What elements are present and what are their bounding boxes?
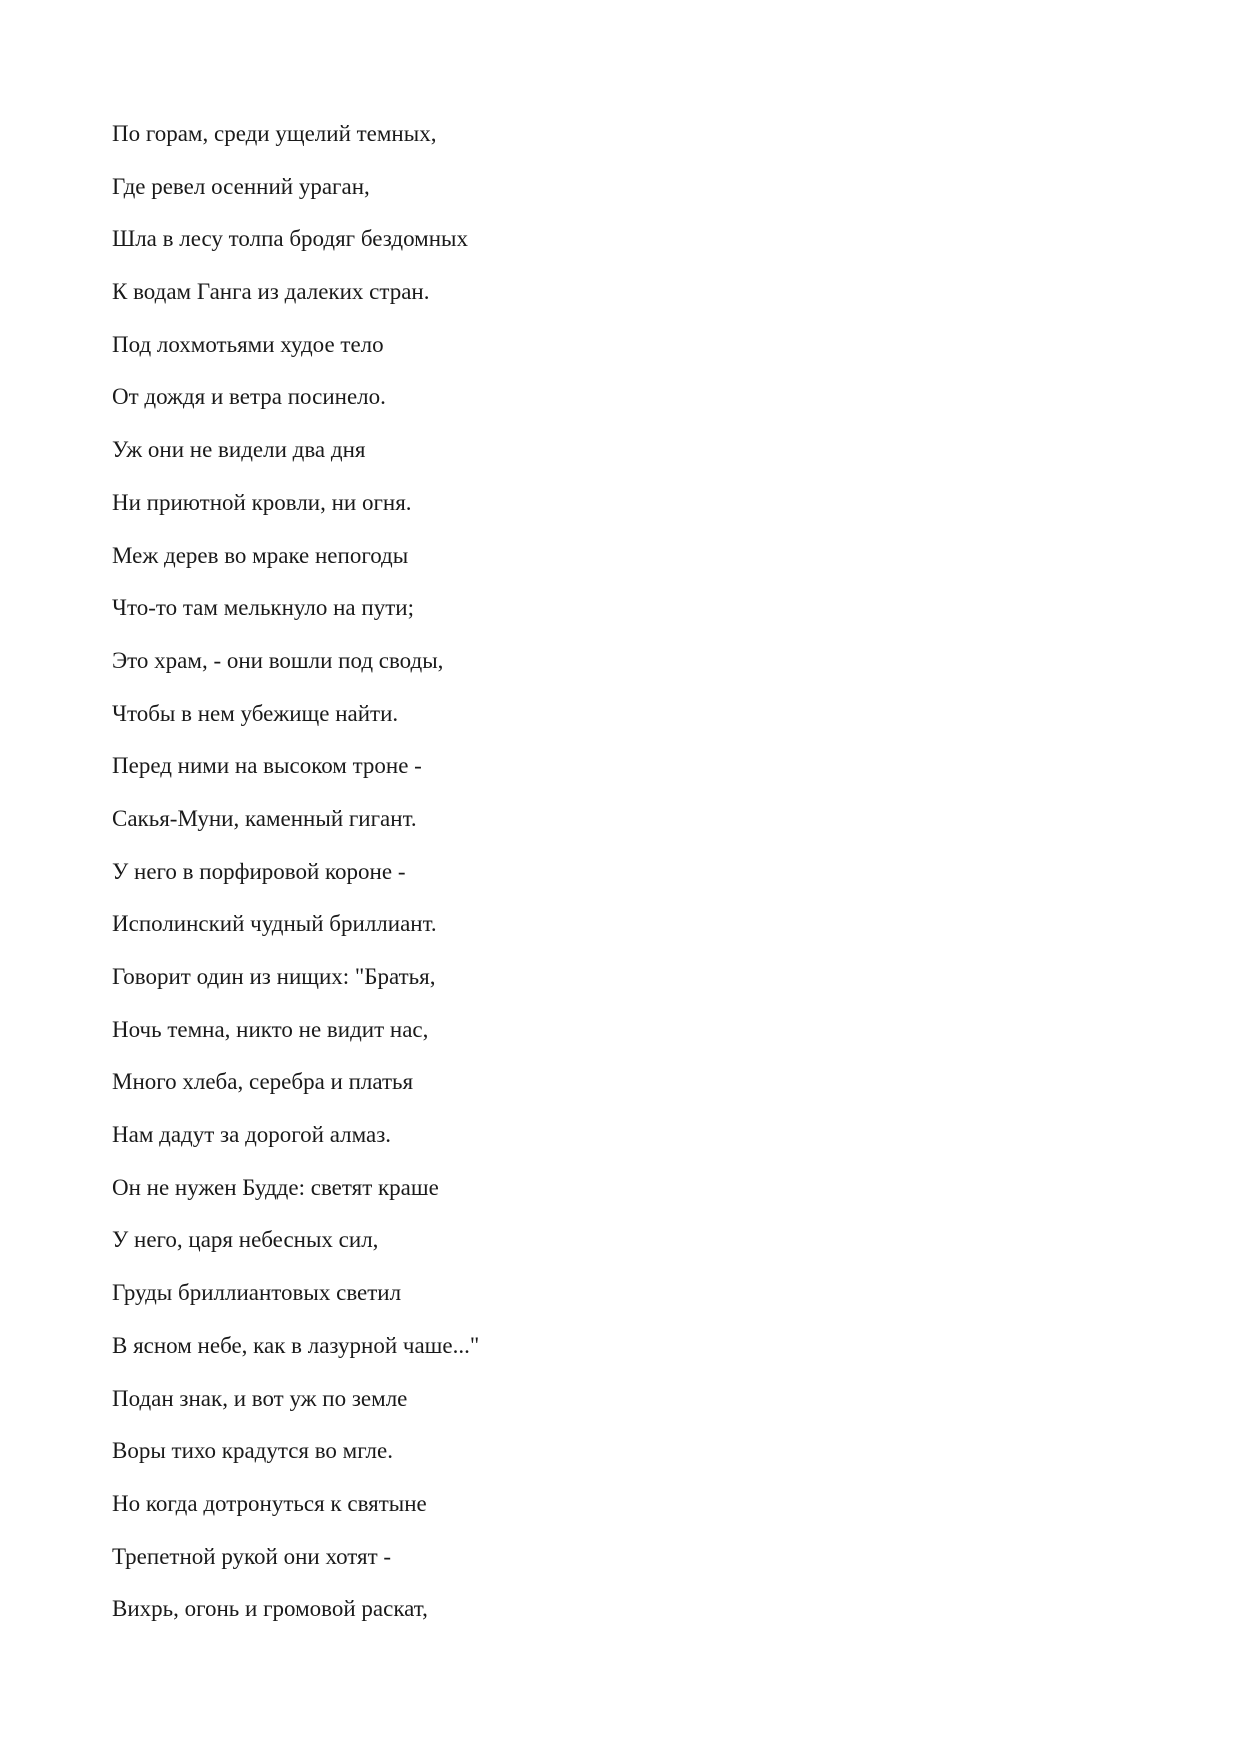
poem-line: От дождя и ветра посинело.: [112, 384, 386, 410]
poem-line: Что-то там мелькнуло на пути;: [112, 595, 414, 621]
poem-line: У него в порфировой короне -: [112, 858, 406, 884]
poem-line: Меж дерев во мраке непогоды: [112, 542, 409, 568]
poem-line: Под лохмотьями худое тело: [112, 331, 384, 357]
poem-line: Перед ними на высоком троне -: [112, 753, 422, 779]
poem-line: Трепетной рукой они хотят -: [112, 1543, 392, 1569]
poem-line: Груды бриллиантовых светил: [112, 1280, 402, 1306]
poem-line: Но когда дотронуться к святыне: [112, 1490, 427, 1516]
poem-line: Говорит один из нищих: "Братья,: [112, 964, 436, 989]
poem-line: Воры тихо крадутся во мгле.: [112, 1438, 393, 1464]
poem-line: Чтобы в нем убежище найти.: [112, 700, 399, 726]
poem-line: Много хлеба, серебра и платья: [112, 1069, 414, 1095]
poem-line: К водам Ганга из далеких стран.: [112, 279, 430, 305]
poem-line: Подан знак, и вот уж по земле: [112, 1385, 408, 1411]
poem-line: Уж они не видели два дня: [112, 437, 366, 463]
poem-line: Исполинский чудный бриллиант.: [112, 911, 437, 937]
poem-line: Сакья-Муни, каменный гигант.: [112, 805, 417, 831]
poem-line: По горам, среди ущелий темных,: [112, 121, 437, 146]
poem-text: [112, 108, 479, 1636]
poem-line: Шла в лесу толпа бродяг бездомных: [112, 226, 468, 252]
poem-line: В ясном небе, как в лазурной чаше...": [112, 1332, 480, 1358]
poem-line: Ни приютной кровли, ни огня.: [112, 489, 412, 515]
poem-line: Вихрь, огонь и громовой раскат,: [112, 1596, 428, 1622]
poem-line: Он не нужен Будде: светят краше: [112, 1174, 439, 1200]
poem-line: Нам дадут за дорогой алмаз.: [112, 1122, 392, 1148]
poem-line: У него, царя небесных сил,: [112, 1227, 379, 1253]
poem-line: Это храм, - они вошли под своды,: [112, 647, 444, 673]
poem-line: Где ревел осенний ураган,: [112, 173, 370, 199]
poem-line: Ночь темна, никто не видит нас,: [112, 1016, 429, 1042]
